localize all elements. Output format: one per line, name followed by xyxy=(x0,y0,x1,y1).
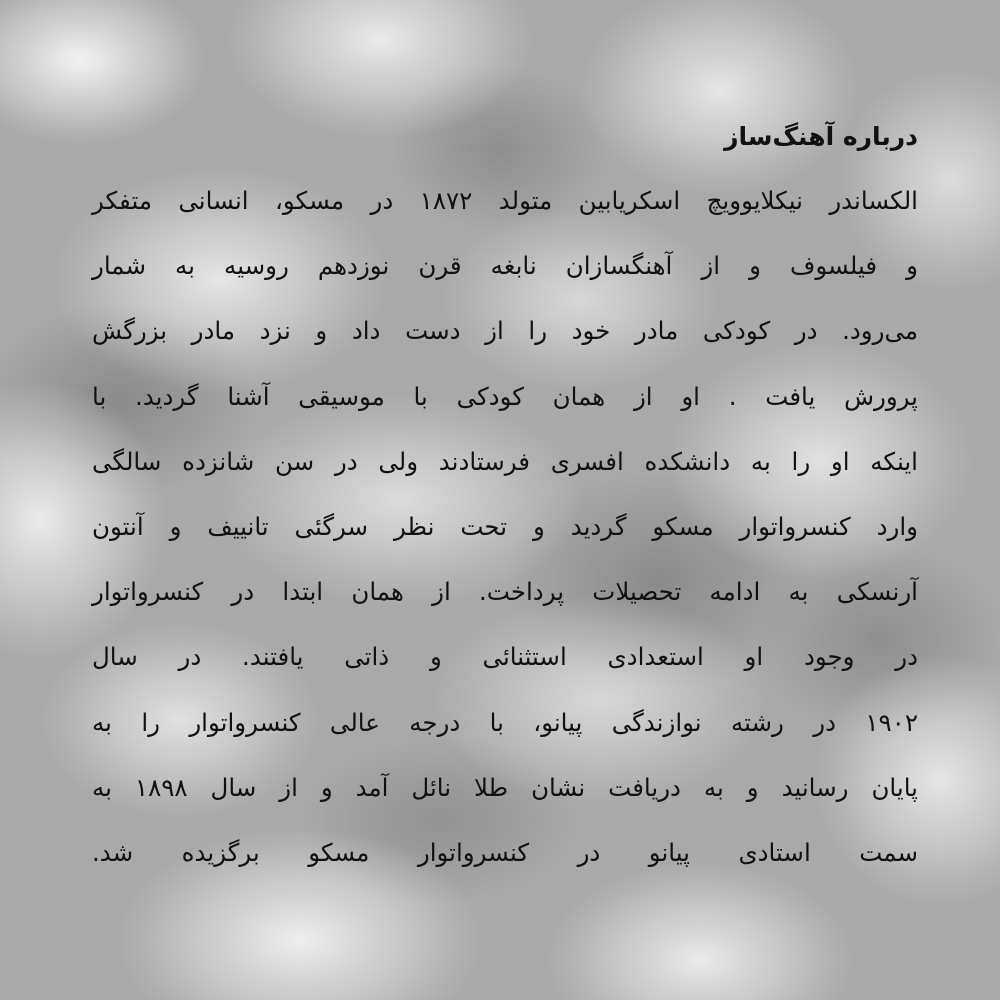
paragraph-line-4: پرورش یافت . او از همان کودکی با موسیقی آشنا گردید. با xyxy=(92,381,918,411)
paragraph-line-5: اینکه او را به دانشکده افسری فرستادند ولی در سن شانزده سالگی xyxy=(92,446,918,476)
article xyxy=(92,112,918,885)
paragraph-line-1: الکساندر نیکلایوویچ اسکریابین متولد ۱۸۷۲ در مسکو، انسانی متفکر xyxy=(92,186,918,215)
paragraph-line-2: و فیلسوف و از آهنگسازان نابغه قرن نوزدهم روسیه به شمار xyxy=(92,251,918,281)
paragraph-line-7: آرنسکی به ادامه تحصیلات پرداخت. از همان ابتدا در کنسرواتوار xyxy=(92,577,918,607)
paragraph-line-11: سمت استادی پیانو در کنسرواتوار مسکو برگزیده شد. xyxy=(92,838,918,868)
paragraph-line-9: ۱۹۰۲ در رشته نوازندگی پیانو، با درجه عالی کنسرواتوار را به xyxy=(92,707,918,737)
article-body xyxy=(92,168,918,885)
paragraph-line-6: وارد کنسرواتوار مسکو گردید و تحت نظر سرگئی تانییف و آنتون xyxy=(92,512,918,542)
paragraph-line-3: می‌رود. در کودکی مادر خود را از دست داد و نزد مادر بزرگش xyxy=(92,316,918,346)
paragraph-line-10: پایان رسانید و به دریافت نشان طلا نائل آمد و از سال ۱۸۹۸ به xyxy=(92,772,919,802)
article-title: درباره آهنگ‌ساز xyxy=(724,122,918,151)
paragraph-line-8: در وجود او استعدادی استثنائی و ذاتی یافتند. در سال xyxy=(92,642,918,672)
